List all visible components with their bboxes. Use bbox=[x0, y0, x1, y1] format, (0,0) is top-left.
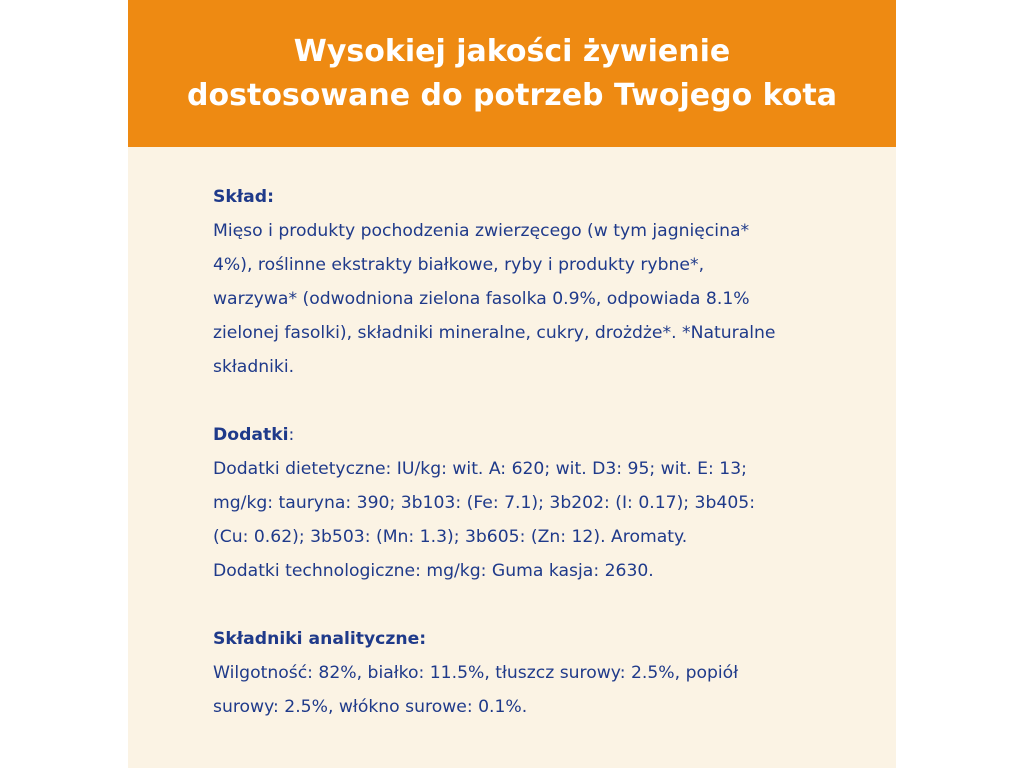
sklad-line: składniki. bbox=[213, 357, 295, 377]
title-banner bbox=[128, 0, 896, 147]
analityczne-heading: Składniki analityczne: bbox=[213, 629, 427, 649]
section-sklad bbox=[213, 180, 833, 384]
section-analityczne bbox=[213, 622, 833, 724]
dodatki-line: Dodatki dietetyczne: IU/kg: wit. A: 620; wit. D3: 95; wit. E: 13; bbox=[213, 459, 747, 479]
sklad-line: warzywa* (odwodniona zielona fasolka 0.9%, odpowiada 8.1% bbox=[213, 289, 750, 309]
dodatki-heading-colon: : bbox=[288, 425, 295, 445]
sklad-line: Mięso i produkty pochodzenia zwierzęcego (w tym jagnięcina* bbox=[213, 221, 750, 241]
section-dodatki bbox=[213, 418, 833, 588]
product-info-card bbox=[128, 0, 896, 768]
sklad-heading: Skład: bbox=[213, 187, 274, 207]
banner-title-line-1: Wysokiej jakości żywienie bbox=[293, 33, 731, 69]
dodatki-heading: Dodatki bbox=[213, 425, 289, 445]
analityczne-line: Wilgotność: 82%, białko: 11.5%, tłuszcz surowy: 2.5%, popiół bbox=[213, 663, 739, 683]
banner-title-line-2: dostosowane do potrzeb Twojego kota bbox=[187, 77, 837, 113]
analityczne-line: surowy: 2.5%, włókno surowe: 0.1%. bbox=[213, 697, 528, 717]
dodatki-line: mg/kg: tauryna: 390; 3b103: (Fe: 7.1); 3b202: (I: 0.17); 3b405: bbox=[213, 493, 755, 513]
sklad-line: zielonej fasolki), składniki mineralne, cukry, drożdże*. *Naturalne bbox=[213, 323, 776, 343]
dodatki-line: Dodatki technologiczne: mg/kg: Guma kasja: 2630. bbox=[213, 561, 654, 581]
dodatki-line: (Cu: 0.62); 3b503: (Mn: 1.3); 3b605: (Zn: 12). Aromaty. bbox=[213, 527, 688, 547]
sklad-line: 4%), roślinne ekstrakty białkowe, ryby i produkty rybne*, bbox=[213, 255, 705, 275]
composition-content bbox=[213, 180, 833, 758]
